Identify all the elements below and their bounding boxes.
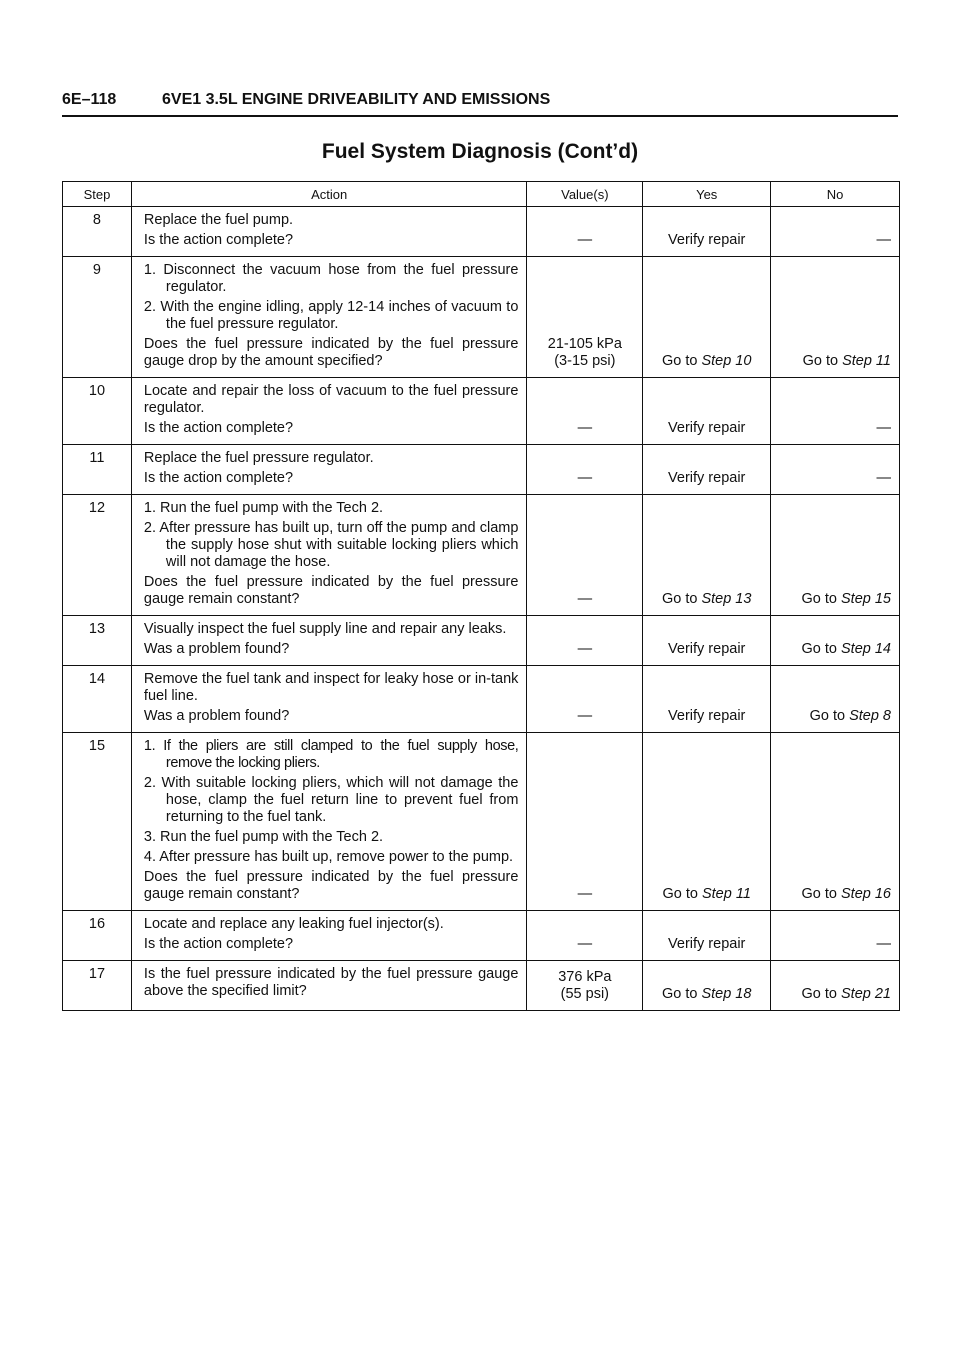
value-cell: — (527, 378, 643, 445)
step-number: 9 (63, 257, 132, 378)
action-list-item: 2. After pressure has built up, turn off the pump and clamp the supply hose shut with suitable locking pliers which will not damage the hose. (143, 520, 519, 570)
yes-cell (643, 257, 771, 378)
action-cell (131, 733, 526, 911)
yes-cell: Verify repair (643, 911, 771, 961)
action-cell (131, 445, 526, 495)
action-cell (131, 257, 526, 378)
header-rule (62, 115, 898, 117)
goto-text: Go to (661, 986, 702, 1002)
value-cell (527, 961, 643, 1011)
question-text: Is the action complete? (143, 470, 294, 486)
value-cell: — (527, 616, 643, 666)
value-psi: (3-15 psi) (554, 353, 616, 369)
table-row (63, 445, 900, 495)
no-cell (771, 495, 900, 616)
action-text: Replace the fuel pressure regulator. (143, 450, 374, 466)
no-cell (771, 616, 900, 666)
value-kpa: 21-105 kPa (547, 336, 622, 352)
question-text: Does the fuel pressure indicated by the fuel pressure gauge remain constant? (143, 869, 519, 902)
yes-cell: Verify repair (643, 666, 771, 733)
col-header-no: No (771, 182, 900, 207)
question-text: Is the fuel pressure indicated by the fuel pressure gauge above the specified limit? (143, 966, 519, 999)
goto-text: Go to (662, 886, 702, 902)
action-list-item: 2. With the engine idling, apply 12-14 inches of vacuum to the fuel pressure regulator. (143, 299, 519, 332)
step-link[interactable]: Step 15 (841, 591, 891, 607)
table-row (63, 207, 900, 257)
action-cell (131, 666, 526, 733)
value-cell: — (527, 911, 643, 961)
col-header-values: Value(s) (527, 182, 643, 207)
col-header-action: Action (131, 182, 526, 207)
table-row (63, 616, 900, 666)
section-title: 6VE1 3.5L ENGINE DRIVEABILITY AND EMISSIONS (162, 91, 551, 108)
value-cell: — (527, 733, 643, 911)
action-cell (131, 961, 526, 1011)
action-text: Locate and replace any leaking fuel injector(s). (143, 916, 444, 932)
yes-cell: Verify repair (643, 378, 771, 445)
no-cell (771, 666, 900, 733)
no-cell (771, 961, 900, 1011)
step-number: 8 (63, 207, 132, 257)
goto-text: Go to (801, 886, 841, 902)
step-link[interactable]: Step 13 (701, 591, 752, 607)
action-list-item: 2. With suitable locking pliers, which will not damage the hose, clamp the fuel return line to prevent fuel from returning to the fuel tank. (143, 775, 519, 825)
question-text: Is the action complete? (143, 232, 294, 248)
table-row (63, 495, 900, 616)
step-number: 16 (63, 911, 132, 961)
action-text: Visually inspect the fuel supply line and repair any leaks. (143, 621, 507, 637)
action-list-item: 3. Run the fuel pump with the Tech 2. (143, 829, 384, 845)
step-number: 17 (63, 961, 132, 1011)
action-cell (131, 378, 526, 445)
page-title: Fuel System Diagnosis (Cont’d) (321, 140, 639, 163)
action-text: Locate and repair the loss of vacuum to the fuel pressure regulator. (143, 383, 519, 416)
goto-text: Go to (809, 708, 850, 724)
action-cell (131, 495, 526, 616)
question-text: Is the action complete? (143, 936, 294, 952)
action-text: Remove the fuel tank and inspect for leaky hose or in-tank fuel line. (143, 671, 519, 704)
step-link[interactable]: Step 16 (841, 886, 891, 902)
table-row (63, 378, 900, 445)
step-number: 13 (63, 616, 132, 666)
goto-text: Go to (661, 591, 702, 607)
value-kpa: 376 kPa (558, 969, 612, 985)
table-row (63, 257, 900, 378)
page-header (62, 91, 550, 109)
step-link[interactable]: Step 14 (841, 641, 891, 657)
question-text: Does the fuel pressure indicated by the fuel pressure gauge drop by the amount specified? (143, 336, 519, 369)
table-row (63, 961, 900, 1011)
yes-cell: Verify repair (643, 207, 771, 257)
diagnosis-table (62, 181, 900, 1011)
action-list-item: 4. After pressure has built up, remove power to the pump. (143, 849, 514, 865)
goto-text: Go to (801, 641, 841, 657)
step-number: 12 (63, 495, 132, 616)
goto-text: Go to (661, 353, 702, 369)
no-cell (771, 257, 900, 378)
value-psi: (55 psi) (560, 986, 610, 1002)
question-text: Was a problem found? (143, 641, 290, 657)
table-row (63, 911, 900, 961)
no-cell: — (771, 207, 900, 257)
step-link[interactable]: Step 18 (701, 986, 752, 1002)
goto-text: Go to (801, 591, 841, 607)
table-row (63, 666, 900, 733)
no-cell: — (771, 911, 900, 961)
table-header-row (63, 182, 900, 207)
step-link[interactable]: Step 11 (701, 886, 751, 902)
step-link[interactable]: Step 11 (842, 353, 891, 369)
action-cell (131, 207, 526, 257)
col-header-step: Step (63, 182, 132, 207)
step-link[interactable]: Step 21 (841, 986, 891, 1002)
yes-cell (643, 733, 771, 911)
no-cell: — (771, 378, 900, 445)
goto-text: Go to (801, 986, 841, 1002)
action-text: Replace the fuel pump. (143, 212, 294, 228)
action-list-item: 1. Run the fuel pump with the Tech 2. (143, 500, 384, 516)
action-cell (131, 911, 526, 961)
step-number: 14 (63, 666, 132, 733)
step-number: 10 (63, 378, 132, 445)
no-cell (771, 733, 900, 911)
no-cell: — (771, 445, 900, 495)
step-number: 11 (63, 445, 132, 495)
value-cell (527, 257, 643, 378)
page-number: 6E–118 (62, 91, 117, 108)
yes-cell: Verify repair (643, 616, 771, 666)
action-list-item: 1. If the pliers are still clamped to the fuel supply hose, remove the locking pliers. (143, 738, 519, 771)
question-text: Is the action complete? (143, 420, 294, 436)
value-cell: — (527, 495, 643, 616)
value-cell: — (527, 207, 643, 257)
value-cell: — (527, 445, 643, 495)
action-list-item: 1. Disconnect the vacuum hose from the fuel pressure regulator. (143, 262, 519, 295)
step-link[interactable]: Step 10 (701, 353, 752, 369)
col-header-yes: Yes (643, 182, 771, 207)
value-cell: — (527, 666, 643, 733)
table-row (63, 733, 900, 911)
yes-cell: Verify repair (643, 445, 771, 495)
question-text: Does the fuel pressure indicated by the fuel pressure gauge remain constant? (143, 574, 519, 607)
step-link[interactable]: Step 8 (849, 708, 891, 724)
action-cell (131, 616, 526, 666)
goto-text: Go to (802, 353, 843, 369)
question-text: Was a problem found? (143, 708, 290, 724)
yes-cell (643, 961, 771, 1011)
step-number: 15 (63, 733, 132, 911)
yes-cell (643, 495, 771, 616)
